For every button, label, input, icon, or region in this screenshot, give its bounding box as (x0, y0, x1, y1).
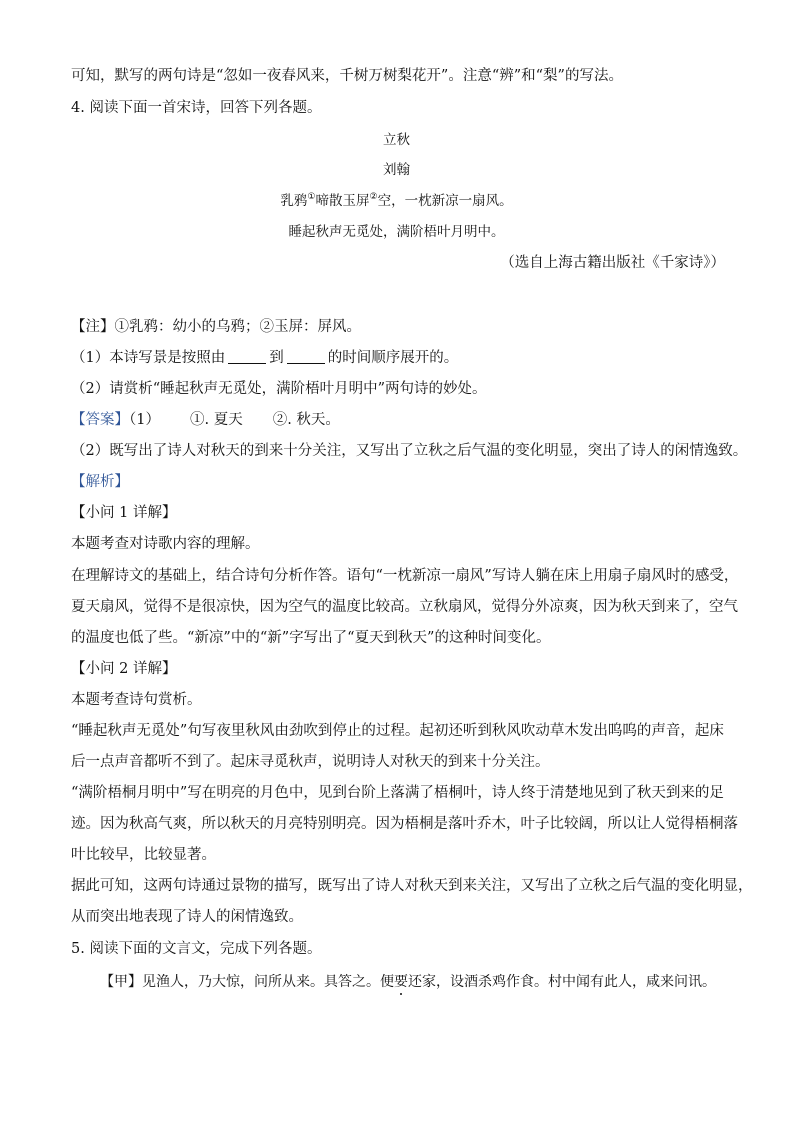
paragraph-line: “满阶梧桐月明中”写在明亮的月色中，见到台阶上落满了梧桐叶，诗人终于清楚地见到了秋天到来的足 (71, 785, 724, 801)
footnote-mark: ① (307, 192, 316, 202)
poem-title: 立秋 (383, 132, 410, 148)
answer-tag: 【答案】 (71, 412, 129, 428)
poem-line-2: 睡起秋声无觅处，满阶梧叶月明中。 (288, 224, 505, 240)
question-4: 4. 阅读下面一首宋诗，回答下列各题。 (71, 100, 322, 116)
poem-text: 啼散玉屏 (315, 193, 370, 209)
paragraph-line: 后一点声音都听不到了。起床寻觅秋声，说明诗人对秋天的到来十分关注。 (71, 754, 550, 770)
poem-text: 乳鸦 (280, 193, 308, 209)
sub-question-1 (71, 348, 458, 368)
answer-text: ②. 秋天。 (272, 412, 340, 428)
text-line: 可知，默写的两句诗是“忽如一夜春风来，千树万树梨花开”。注意“辨”和“梨”的写法。 (71, 68, 623, 84)
paragraph-line: 迹。因为秋高气爽，所以秋天的月亮特别明亮。因为梧桐是落叶乔木，叶子比较阔，所以让人觉得梧桐落 (71, 816, 738, 832)
answer-text: ①. 夏天 (189, 412, 243, 428)
paragraph-line: 本题考查对诗歌内容的理解。 (71, 536, 260, 552)
sub-question-2: （2）请赏析“睡起秋声无觅处，满阶梧叶月明中”两句诗的妙处。 (71, 381, 487, 397)
analysis-tag: 【解析】 (71, 474, 129, 490)
note: 【注】①乳鸦：幼小的乌鸦；②玉屏：屏风。 (71, 319, 361, 335)
poem-source: （选自上海古籍出版社《千家诗》） (500, 255, 725, 271)
sub-heading-2: 【小问 2 详解】 (71, 661, 177, 677)
answer-blank[interactable] (287, 349, 325, 364)
q1-text: 到 (269, 350, 284, 366)
answer-line-2: （2）既写出了诗人对秋天的到来十分关注，又写出了立秋之后气温的变化明显，突出了诗人的闲情逸致。 (71, 443, 748, 459)
paragraph-line: “睡起秋声无觅处”句写夜里秋风由劲吹到停止的过程。起初还听到秋风吹动草木发出呜呜的声音，起床 (71, 723, 724, 739)
answer-line (71, 410, 340, 430)
passage-text: 【甲】见渔人，乃大惊，问所从来。具答之。便 (100, 974, 394, 990)
answer-blank[interactable] (228, 349, 266, 364)
sub-heading-1: 【小问 1 详解】 (71, 505, 177, 521)
poem-line-1 (0, 191, 793, 211)
paragraph-line: 的温度也低了些。“新凉”中的“新”字写出了“夏天到秋天”的这种时间变化。 (71, 630, 551, 646)
paragraph-line: 据此可知，这两句诗通过景物的描写，既写出了诗人对秋天到来关注，又写出了立秋之后气温的变化明显， (71, 878, 753, 894)
q1-text: 的时间顺序展开的。 (327, 350, 459, 366)
poem-author: 刘翰 (383, 162, 410, 178)
footnote-mark: ② (369, 192, 378, 202)
paragraph-line: 从而突出地表现了诗人的闲情逸致。 (71, 909, 303, 925)
answer-text: （1） (129, 412, 160, 428)
emphasis-char: 要 (394, 974, 408, 990)
paragraph-line: 在理解诗文的基础上，结合诗句分析作答。语句“一枕新凉一扇风”写诗人躺在床上用扇子扇风时的感受， (71, 568, 739, 584)
passage-jia (100, 972, 716, 992)
poem-text: 空，一枕新凉一扇风。 (377, 193, 513, 209)
paragraph-line: 叶比较早，比较显著。 (71, 847, 216, 863)
paragraph-line: 夏天扇风，觉得不是很凉快，因为空气的温度比较高。立秋扇风，觉得分外凉爽，因为秋天到来了，空气 (71, 599, 738, 615)
question-5: 5. 阅读下面的文言文，完成下列各题。 (71, 941, 322, 957)
q1-text: （1）本诗写景是按照由 (71, 350, 226, 366)
passage-text: 还家，设酒杀鸡作食。村中闻有此人，咸来问讯。 (408, 974, 716, 990)
paragraph-line: 本题考查诗句赏析。 (71, 692, 202, 708)
